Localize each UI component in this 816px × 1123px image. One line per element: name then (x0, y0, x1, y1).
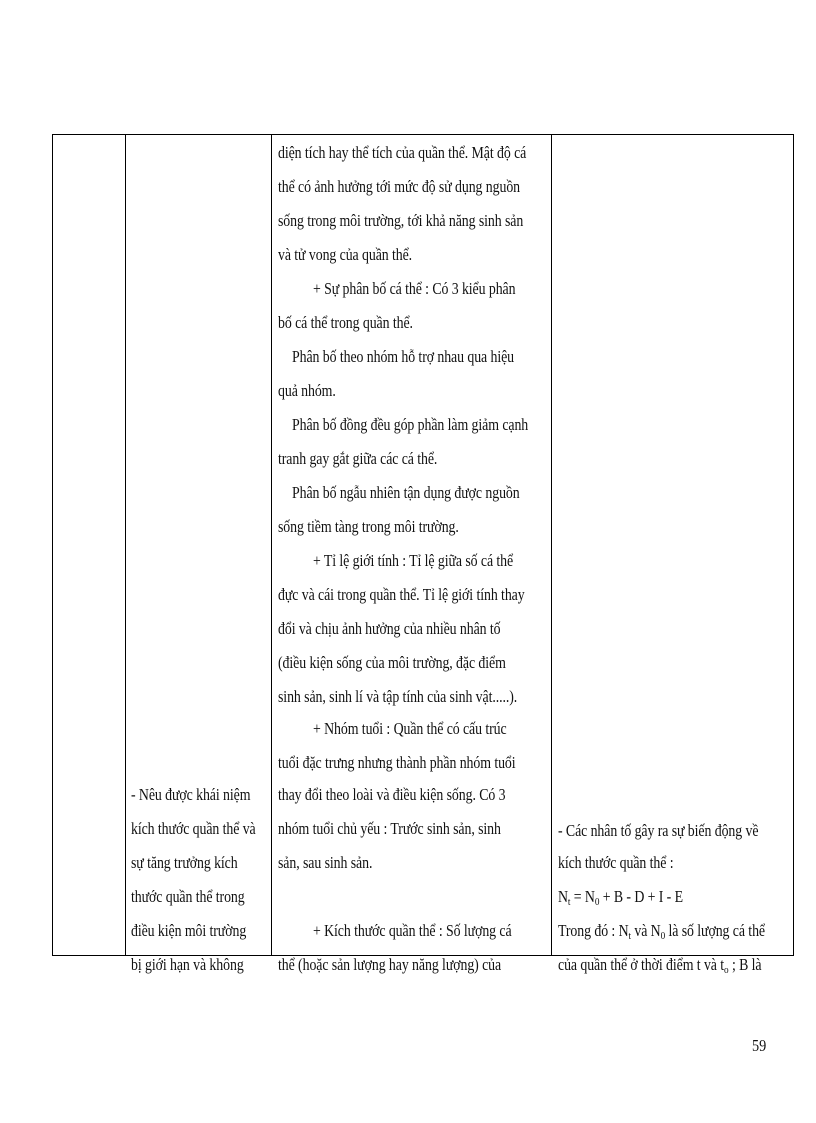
text-line: Phân bố theo nhóm hỗ trợ nhau qua hiệu (292, 347, 515, 366)
text-line: kích thước quần thể : (558, 853, 674, 872)
text-line: thể có ảnh hưởng tới mức độ sử dụng nguồn (278, 177, 521, 196)
column-divider (551, 135, 552, 955)
text-line: - Nêu được khái niệm (131, 785, 251, 804)
text-line: thước quần thể trong (131, 887, 245, 906)
page-number: 59 (752, 1036, 767, 1055)
text-line: Phân bố đồng đều góp phần làm giảm cạnh (292, 415, 529, 434)
text-line: tranh gay gắt giữa các cá thể. (278, 449, 438, 468)
text-line: + Sự phân bố cá thể : Có 3 kiểu phân (313, 279, 516, 298)
text-line: sản, sau sinh sản. (278, 853, 373, 872)
column-divider (271, 135, 272, 955)
text-line: sinh sản, sinh lí và tập tính của sinh vật.....). (278, 687, 518, 706)
text-line: kích thước quần thể và (131, 819, 256, 838)
text-line: quả nhóm. (278, 381, 336, 400)
text-line: tuổi đặc trưng nhưng thành phần nhóm tuổi (278, 753, 516, 772)
text-line: + Nhóm tuổi : Quần thể có cấu trúc (313, 719, 507, 738)
text-line: diện tích hay thể tích của quần thể. Mật độ cá (278, 143, 527, 162)
text-line: Phân bố ngẫu nhiên tận dụng được nguồn (292, 483, 520, 502)
text-line: sống tiềm tàng trong môi trường. (278, 517, 459, 536)
text-line: đổi và chịu ảnh hưởng của nhiều nhân tố (278, 619, 501, 638)
content-table (52, 134, 794, 976)
text-line: nhóm tuổi chủ yếu : Trước sinh sản, sinh (278, 819, 501, 838)
text-line: Trong đó : $N_t$ và $N_0$ là số lượng cá thể (558, 921, 765, 942)
text-line: sống trong môi trường, tới khả năng sinh sản (278, 211, 524, 230)
text-line: (điều kiện sống của môi trường, đặc điểm (278, 653, 506, 672)
text-line: + Kích thước quần thể : Số lượng cá (313, 921, 512, 940)
text-line: bố cá thể trong quần thể. (278, 313, 413, 332)
text-line: + Tỉ lệ giới tính : Tỉ lệ giữa số cá thể (313, 551, 514, 570)
text-line: điều kiện môi trường (131, 921, 247, 940)
text-line: đực và cái trong quần thể. Tỉ lệ giới tính thay (278, 585, 525, 604)
text-line: thay đổi theo loài và điều kiện sống. Có 3 (278, 785, 506, 804)
column-divider (125, 135, 126, 955)
text-line: của quần thể ở thời điểm t và $t_o$ ; B là (558, 955, 762, 976)
growth-formula: $N_t = N_0 + B - D + I - E$ (558, 887, 683, 908)
text-line: và tử vong của quần thể. (278, 245, 413, 264)
text-line: thể (hoặc sản lượng hay năng lượng) của (278, 955, 502, 974)
text-line: - Các nhân tố gây ra sự biến động về (558, 821, 759, 840)
text-line: sự tăng trưởng kích (131, 853, 238, 872)
text-line: bị giới hạn và không (131, 955, 244, 974)
